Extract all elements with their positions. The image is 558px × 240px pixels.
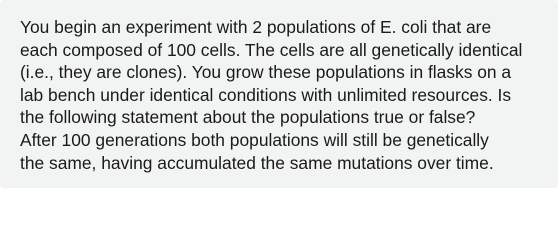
question-line: After 100 generations both populations will still be genetically [20, 129, 489, 150]
question-text [20, 16, 550, 174]
question-line: lab bench under identical conditions with unlimited resources. Is [20, 84, 512, 105]
question-line: the following statement about the populations true or false? [20, 107, 476, 128]
question-line: You begin an experiment with 2 populations of E. coli that are [20, 17, 492, 37]
question-line: the same, having accumulated the same mutations over time. [20, 152, 494, 173]
question-line: each composed of 100 cells. The cells are all genetically identical [20, 39, 523, 60]
question-line: (i.e., they are clones). You grow these populations in flasks on a [20, 62, 512, 83]
